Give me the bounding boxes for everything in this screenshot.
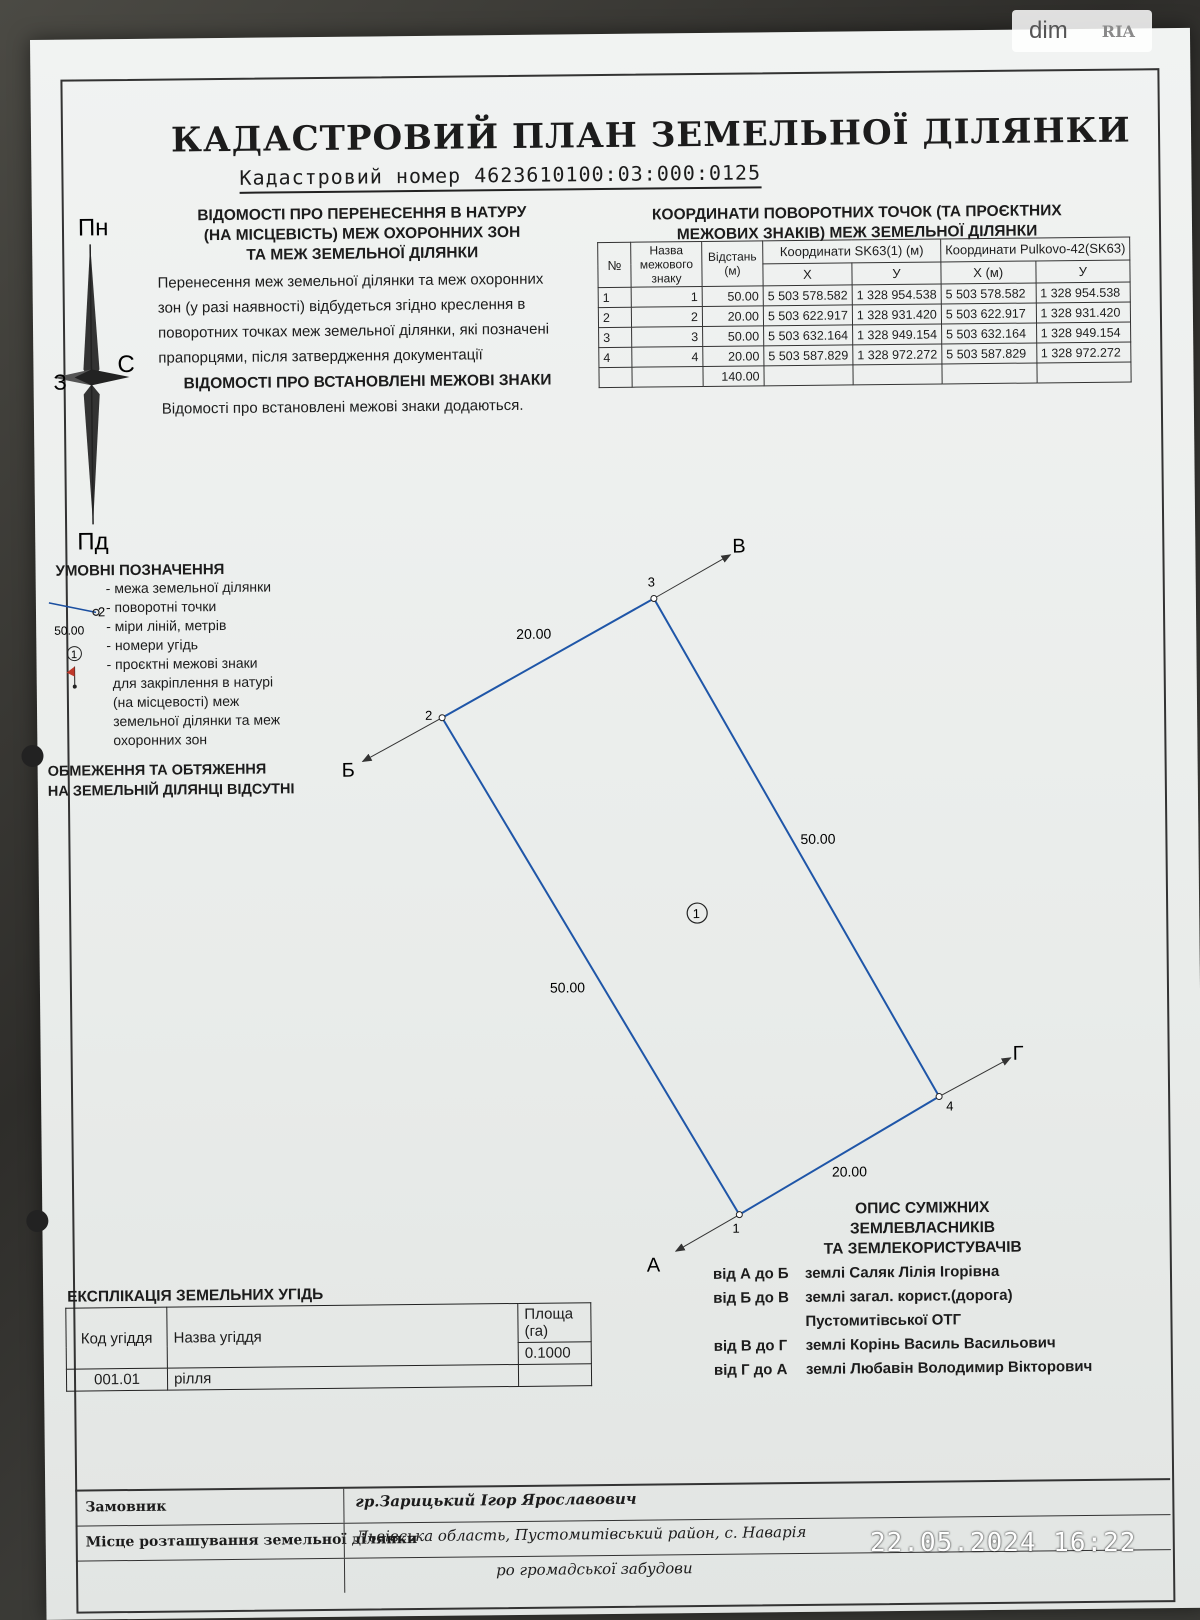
table-total-row: 140.00	[599, 362, 1131, 388]
photo-timestamp: 22.05.2024 16:22	[870, 1528, 1136, 1558]
table-row: 001.01 рілля	[66, 1364, 591, 1391]
watermark-logo: dim RIA	[1012, 10, 1152, 52]
direction-arrow-a	[675, 1215, 739, 1252]
restrictions-note: ОБМЕЖЕННЯ ТА ОБТЯЖЕННЯ НА ЗЕМЕЛЬНІЙ ДІЛЯНЦІ ВІДСУТНІ	[48, 759, 295, 802]
compass-south: Пд	[77, 528, 109, 555]
list-item: від Б до В землі загал. корист.(дорога)	[713, 1283, 1092, 1311]
side-length-4-1: 20.00	[832, 1163, 867, 1179]
markers-heading: ВІДОМОСТІ ПРО ВСТАНОВЛЕНІ МЕЖОВІ ЗНАКИ	[184, 371, 552, 395]
side-length-2-3: 20.00	[516, 626, 551, 642]
list-item: від В до Г землі Корінь Василь Васильович	[714, 1331, 1093, 1359]
direction-arrow-b	[362, 718, 442, 762]
letter-b: Б	[342, 760, 355, 782]
direction-arrow-g	[939, 1058, 1011, 1097]
legend-length-sample: 50.00	[54, 623, 85, 637]
letter-g: Г	[1013, 1043, 1024, 1065]
compass-north: Пн	[78, 214, 109, 241]
list-item: Пустомитівської ОТГ	[713, 1307, 1092, 1335]
letter-a: А	[647, 1254, 661, 1276]
document-sheet	[30, 28, 1200, 1620]
compass-east: С	[117, 351, 135, 378]
turning-point	[439, 715, 445, 721]
neighbours-list	[713, 1259, 1093, 1383]
markers-text: Відомості про встановлені межові знаки додаються.	[162, 393, 524, 422]
side-length-1-2: 50.00	[550, 979, 585, 995]
point-label-1: 1	[732, 1221, 739, 1236]
coords-heading: КООРДИНАТИ ПОВОРОТНИХ ТОЧОК (ТА ПРОЄКТНИХ МЕЖОВИХ ЗНАКІВ) МЕЖ ЗЕМЕЛЬНОЇ ДІЛЯНКИ	[617, 201, 1097, 246]
parcel-boundary	[441, 596, 940, 1218]
transfer-text: Перенесення меж земельної ділянки та меж охоронних зон (у разі наявності) відбудеться згідно креслення в поворотних точках меж земельної ділянки, які позначені прапорцями, після затвердження документації	[157, 267, 549, 371]
location-label: Місце розташування земельної ділянки	[86, 1531, 418, 1550]
cadastral-number: Кадастровий номер 4623610100:03:000:0125	[239, 160, 761, 193]
turning-point	[736, 1212, 742, 1218]
table-row: 1 1 50.00 5 503 578.582 1 328 954.538 5 503 578.582 1 328 954.538	[598, 282, 1130, 308]
document-title: КАДАСТРОВИЙ ПЛАН ЗЕМЕЛЬНОЇ ДІЛЯНКИ	[171, 110, 1131, 160]
location-value: Львівська область, Пустомитівський район, с. Наварія	[356, 1523, 807, 1546]
legend-parcel-sample: 1	[71, 649, 77, 661]
letter-v: В	[732, 536, 746, 558]
list-item: від А до Б землі Саляк Лілія Ігорівна	[713, 1259, 1092, 1287]
transfer-heading: ВІДОМОСТІ ПРО ПЕРЕНЕСЕННЯ В НАТУРУ (НА МІСЦЕВІСТЬ) МЕЖ ОХОРОННИХ ЗОН ТА МЕЖ ЗЕМЕЛЬНОЇ ДІЛЯНКИ	[162, 202, 563, 266]
point-label-4: 4	[946, 1098, 953, 1113]
point-label-3: 3	[648, 574, 655, 589]
customer-label: Замовник	[85, 1499, 166, 1516]
turning-point	[936, 1094, 942, 1100]
legend-items: - межа земельної ділянки - поворотні точки - міри ліній, метрів - номери угідь - проєктні межові знаки для закріплення в натурі (на місцевості) меж земельної ділянки та меж охоронних зон	[106, 577, 281, 750]
legend-point-sample: 2	[98, 604, 105, 619]
neighbours-heading: ОПИС СУМІЖНИХ ЗЕМЛЕВЛАСНИКІВ ТА ЗЕМЛЕКОРИСТУВАЧІВ	[782, 1197, 1063, 1260]
parcel-plan	[30, 28, 1200, 1340]
explication-heading: ЕКСПЛІКАЦІЯ ЗЕМЕЛЬНИХ УГІДЬ	[67, 1285, 323, 1308]
direction-arrow-v	[653, 555, 730, 599]
table-row: 4 4 20.00 5 503 587.829 1 328 972.272 5 503 587.829 1 328 972.272	[599, 342, 1131, 368]
side-length-3-4: 50.00	[800, 831, 835, 847]
list-item: від Г до А землі Любавін Володимир Вікторович	[714, 1355, 1093, 1383]
explication-table: Код угіддя Назва угіддя Площа (га) 0.1000 001.01 рілля	[65, 1302, 592, 1392]
table-row: 2 2 20.00 5 503 622.917 1 328 931.420 5 503 622.917 1 328 931.420	[598, 302, 1130, 328]
customer-name: гр.Зарицький Ігор Ярославович	[355, 1490, 636, 1511]
purpose-value: ро громадської забудови	[496, 1559, 693, 1579]
point-label-2: 2	[425, 708, 432, 723]
compass-west: З	[53, 370, 67, 395]
coordinates-table: № Назва межового знаку Відстань (м) Координати SK63(1) (м) Координати Pulkovo-42(SK63) X У X (м) У 1 1 50.00 5 503 578.582 1 328 954.538 5 503 578.582 1 328 954.538 2 2 20.00 5 503 622.917 1 328 931.420 5 503 622.917 1 328 931.420 3 3 50.00 5 503 632.164 1 328 949.154 5 503 632.164 1 328 949.154 4 4 20.00 5 503 587.829 1 328 972.272 5 503 587.829 1 328 972.272 140.00	[597, 236, 1132, 388]
table-row: 3 3 50.00 5 503 632.164 1 328 949.154 5 503 632.164 1 328 949.154	[599, 322, 1131, 348]
legend-heading: УМОВНІ ПОЗНАЧЕННЯ	[55, 560, 224, 581]
turning-point	[651, 595, 657, 601]
parcel-number: 1	[693, 906, 700, 921]
